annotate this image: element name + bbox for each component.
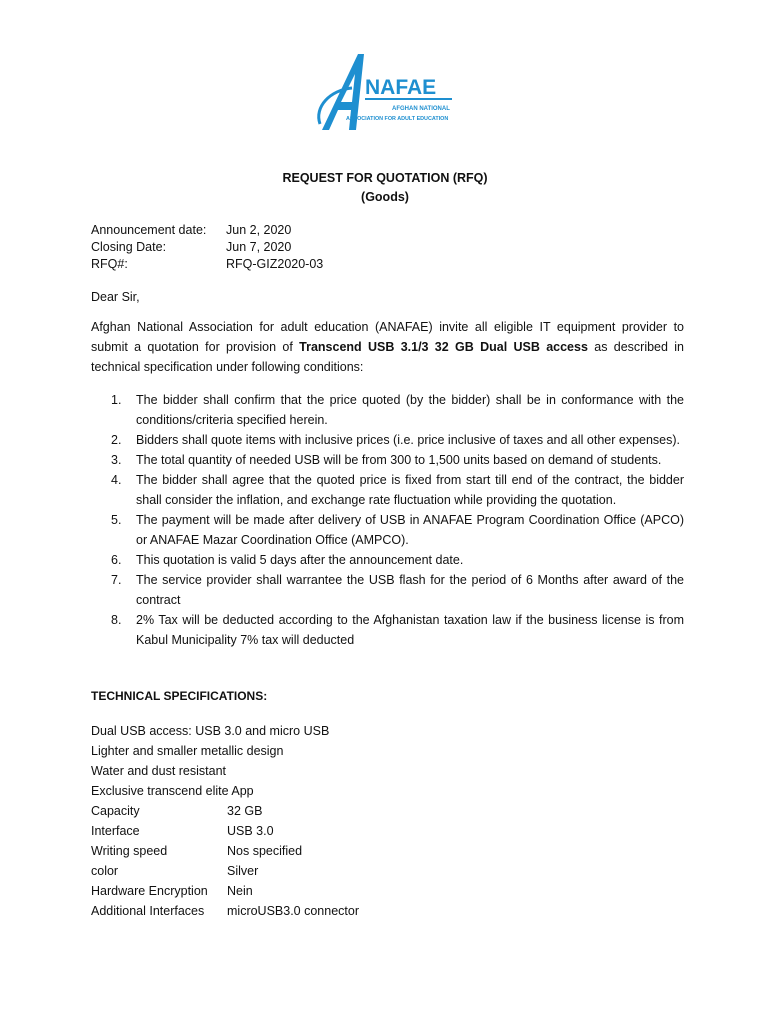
condition-item [91,550,684,570]
logo-tagline-2: ASSOCIATION FOR ADULT EDUCATION [346,116,449,122]
condition-text: This quotation is valid 5 days after the announcement date. [136,553,464,567]
condition-item [91,610,684,650]
feature-item: Lighter and smaller metallic design [91,744,284,758]
spec-row [91,821,359,841]
spec-row [91,841,359,861]
intro-text-after: as described in technical specification under following conditions: [91,340,684,374]
anafae-logo [312,52,457,132]
feature-item: Exclusive transcend elite App [91,784,254,798]
condition-number: 4. [111,473,122,487]
intro-paragraph [91,317,684,377]
spec-label: color [91,864,119,878]
condition-item [91,390,684,430]
meta-row-closing [91,239,323,256]
condition-item [91,470,684,510]
intro-product-name: Transcend USB 3.1/3 32 GB Dual USB access [299,340,588,354]
meta-label: Closing Date: [91,240,167,254]
meta-label: Announcement date: [91,223,207,237]
intro-text-before: Afghan National Association for adult education (ANAFAE) invite all eligible IT equipment provider to submit a quotation for provision of [91,320,684,354]
spec-value: microUSB3.0 connector [227,904,360,918]
meta-value: RFQ-GIZ2020-03 [226,257,324,271]
condition-text: The service provider shall warrantee the USB flash for the period of 6 Months after award of the contract [136,573,684,607]
rfq-meta [91,222,323,273]
spec-label: Additional Interfaces [91,904,205,918]
feature-item: Water and dust resistant [91,764,227,778]
meta-row-rfq [91,256,323,273]
logo-tagline-1: AFGHAN NATIONAL [392,106,450,112]
spec-value: Silver [227,864,259,878]
condition-text: The payment will be made after delivery of USB in ANAFAE Program Coordination Office (APCO) or ANAFAE Mazar Coordination Office (AMPCO). [136,513,684,547]
condition-number: 1. [111,393,122,407]
tech-spec-heading: TECHNICAL SPECIFICATIONS: [91,689,268,703]
spec-row [91,901,359,921]
condition-text: The bidder shall agree that the quoted price is fixed from start till end of the contract, the bidder shall consider the inflation, and exchange rate fluctuation while providing the quotation. [136,473,684,507]
logo-name: NAFAE [365,76,437,99]
spec-value: Nos specified [227,844,303,858]
condition-item [91,510,684,550]
spec-row [91,861,359,881]
spec-label: Hardware Encryption [91,884,208,898]
document-subtitle: (Goods) [361,190,409,204]
condition-text: The bidder shall confirm that the price quoted (by the bidder) shall be in conformance with the conditions/criteria specified herein. [136,393,684,427]
spec-value: Nein [227,884,253,898]
condition-number: 3. [111,453,122,467]
spec-table [91,801,359,921]
meta-label: RFQ#: [91,257,128,271]
condition-item [91,450,684,470]
meta-value: Jun 2, 2020 [226,223,292,237]
spec-row [91,801,359,821]
condition-text: The total quantity of needed USB will be from 300 to 1,500 units based on demand of students. [136,453,662,467]
condition-text: Bidders shall quote items with inclusive prices (i.e. price inclusive of taxes and all other expenses). [136,433,681,447]
condition-number: 6. [111,553,122,567]
document-title: REQUEST FOR QUOTATION (RFQ) [282,171,488,185]
anafae-logo-graphic [312,52,457,132]
feature-item: Dual USB access: USB 3.0 and micro USB [91,724,330,738]
meta-value: Jun 7, 2020 [226,240,292,254]
condition-number: 2. [111,433,122,447]
conditions-list [91,390,684,650]
spec-label: Capacity [91,804,140,818]
condition-number: 5. [111,513,122,527]
condition-text: 2% Tax will be deducted according to the Afghanistan taxation law if the business license is from Kabul Municipality 7% tax will deducted [136,613,684,647]
condition-number: 7. [111,573,122,587]
greeting: Dear Sir, [91,290,140,304]
spec-value: USB 3.0 [227,824,274,838]
condition-item [91,430,684,450]
condition-item [91,570,684,610]
spec-value: 32 GB [227,804,263,818]
condition-number: 8. [111,613,122,627]
spec-label: Interface [91,824,140,838]
feature-list [91,721,329,801]
spec-row [91,881,359,901]
spec-label: Writing speed [91,844,168,858]
meta-row-announcement [91,222,323,239]
